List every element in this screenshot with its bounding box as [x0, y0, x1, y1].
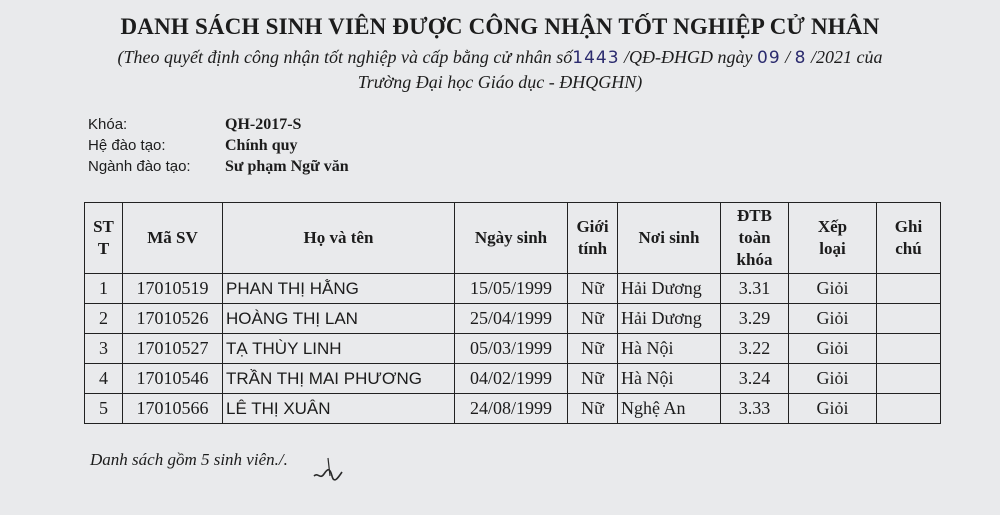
- cell-birth-place: Hải Dương: [618, 304, 721, 334]
- table-row: [85, 274, 941, 304]
- initials-signature: [308, 454, 348, 484]
- cell-note: [877, 334, 941, 364]
- cell-birth-place: Hà Nội: [618, 364, 721, 394]
- cell-gpa: 3.24: [721, 364, 789, 394]
- subtitle-text-3: /2021 của: [810, 47, 883, 67]
- cell-stt: 3: [85, 334, 123, 364]
- course-value: QH-2017-S: [225, 116, 302, 133]
- header-gpa: ĐTB toàn khóa: [721, 203, 789, 274]
- header-student-id: Mã SV: [123, 203, 223, 274]
- cell-gpa: 3.22: [721, 334, 789, 364]
- header-note: Ghi chú: [877, 203, 941, 274]
- cell-rank: Giỏi: [789, 334, 877, 364]
- table-row: [85, 304, 941, 334]
- cell-student-id: 17010519: [123, 274, 223, 304]
- course-label: Khóa:: [88, 116, 128, 133]
- cell-gender: Nữ: [568, 364, 618, 394]
- major-label: Ngành đào tạo:: [88, 158, 191, 175]
- cell-birth-date: 15/05/1999: [455, 274, 568, 304]
- cell-gender: Nữ: [568, 334, 618, 364]
- cell-full-name: TẠ THÙY LINH: [223, 334, 455, 364]
- cell-gender: Nữ: [568, 394, 618, 424]
- list-summary: Danh sách gồm 5 sinh viên./.: [90, 450, 288, 469]
- cell-note: [877, 394, 941, 424]
- cell-full-name: PHAN THỊ HẰNG: [223, 274, 455, 304]
- header-birth-date: Ngày sinh: [455, 203, 568, 274]
- table-row: [85, 394, 941, 424]
- cell-birth-place: Hải Dương: [618, 274, 721, 304]
- cell-full-name: LÊ THỊ XUÂN: [223, 394, 455, 424]
- cell-gpa: 3.33: [721, 394, 789, 424]
- system-label: Hệ đào tạo:: [88, 137, 166, 154]
- table-row: [85, 334, 941, 364]
- cell-birth-place: Hà Nội: [618, 334, 721, 364]
- cell-student-id: 17010566: [123, 394, 223, 424]
- cell-note: [877, 274, 941, 304]
- cell-rank: Giỏi: [789, 304, 877, 334]
- table-row: [85, 364, 941, 394]
- cell-gpa: 3.31: [721, 274, 789, 304]
- header-rank: Xếp loại: [789, 203, 877, 274]
- cell-birth-place: Nghệ An: [618, 394, 721, 424]
- cell-rank: Giỏi: [789, 274, 877, 304]
- cell-stt: 1: [85, 274, 123, 304]
- table-header-row: [85, 203, 941, 274]
- cell-birth-date: 04/02/1999: [455, 364, 568, 394]
- decision-number-handwritten: 1443: [572, 48, 620, 68]
- header-gender: Giới tính: [568, 203, 618, 274]
- cell-gender: Nữ: [568, 304, 618, 334]
- decision-day-handwritten: 09: [757, 48, 781, 68]
- date-slash: /: [785, 47, 791, 67]
- document-subtitle: [40, 45, 960, 94]
- document-title: DANH SÁCH SINH VIÊN ĐƯỢC CÔNG NHẬN TỐT NGHIỆP CỬ NHÂN: [120, 14, 880, 39]
- cell-gender: Nữ: [568, 274, 618, 304]
- cell-stt: 4: [85, 364, 123, 394]
- cell-student-id: 17010526: [123, 304, 223, 334]
- graduates-table: [84, 202, 941, 424]
- subtitle-text-2: /QĐ-ĐHGD ngày: [624, 47, 753, 67]
- cell-note: [877, 364, 941, 394]
- cell-full-name: TRẦN THỊ MAI PHƯƠNG: [223, 364, 455, 394]
- major-value: Sư phạm Ngữ văn: [225, 158, 349, 175]
- cell-birth-date: 24/08/1999: [455, 394, 568, 424]
- cell-note: [877, 304, 941, 334]
- cell-student-id: 17010527: [123, 334, 223, 364]
- subtitle-text-1: (Theo quyết định công nhận tốt nghiệp và cấp bằng cử nhân số: [117, 47, 573, 67]
- header-stt: ST T: [85, 203, 123, 274]
- cell-rank: Giỏi: [789, 394, 877, 424]
- header-full-name: Họ và tên: [223, 203, 455, 274]
- cell-stt: 5: [85, 394, 123, 424]
- cell-stt: 2: [85, 304, 123, 334]
- cell-birth-date: 25/04/1999: [455, 304, 568, 334]
- cell-full-name: HOÀNG THỊ LAN: [223, 304, 455, 334]
- subtitle-line-2: Trường Đại học Giáo dục - ĐHQGHN): [357, 72, 643, 92]
- cell-gpa: 3.29: [721, 304, 789, 334]
- header-birth-place: Nơi sinh: [618, 203, 721, 274]
- decision-month-handwritten: 8: [794, 48, 807, 68]
- cell-student-id: 17010546: [123, 364, 223, 394]
- cell-birth-date: 05/03/1999: [455, 334, 568, 364]
- cell-rank: Giỏi: [789, 364, 877, 394]
- system-value: Chính quy: [225, 137, 298, 154]
